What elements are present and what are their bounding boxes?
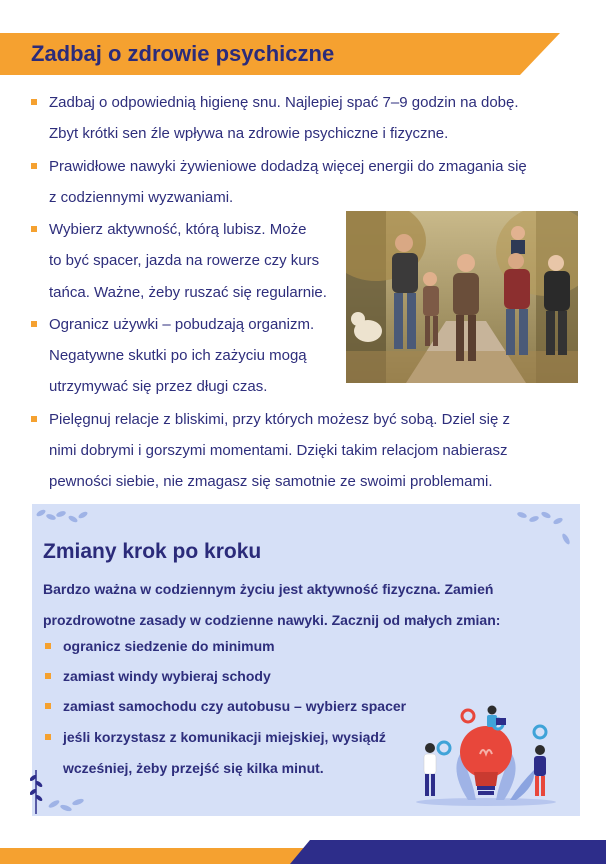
tip-3-line-2: to być spacer, jazda na rowerze czy kurs: [49, 252, 320, 269]
tip-1-line-1: Zadbaj o odpowiednią higienę snu. Najlepiej spać 7–9 godzin na dobę.: [49, 94, 519, 111]
leaf-decoration-icon: [512, 505, 578, 555]
tip-2-line-1: Prawidłowe nawyki żywieniowe dodadzą więcej energii do zmagania się: [49, 158, 527, 175]
leaf-decoration-icon: [33, 505, 93, 535]
box-item-2: zamiast windy wybieraj schody: [63, 668, 271, 684]
bullet-marker: [31, 321, 37, 327]
bullet-marker: [45, 643, 51, 649]
bullet-marker: [45, 673, 51, 679]
tip-4-line-2: Negatywne skutki po ich zażyciu mogą: [49, 347, 307, 364]
tip-3-line-3: tańca. Ważne, żeby ruszać się regularnie.: [49, 284, 327, 301]
bullet-marker: [31, 163, 37, 169]
box-intro-line-2: prozdrowotne zasady w codzienne nawyki. Zacznij od małych zmian:: [43, 612, 501, 628]
tip-5-line-1: Pielęgnuj relacje z bliskimi, przy których możesz być sobą. Dziel się z: [49, 411, 510, 428]
box-item-4-line-1: jeśli korzystasz z komunikacji miejskiej, wysiądź: [63, 729, 386, 745]
tip-1-line-2: Zbyt krótki sen źle wpływa na zdrowie psychiczne i fizyczne.: [49, 125, 449, 142]
tip-5-line-3: pewności siebie, nie zmagasz się samotnie ze swoimi problemami.: [49, 473, 493, 490]
tip-4-line-3: utrzymywać się przez długi czas.: [49, 378, 268, 395]
bullet-marker: [31, 416, 37, 422]
family-walk-photo: [346, 211, 578, 383]
bullet-marker: [45, 734, 51, 740]
tip-3-line-1: Wybierz aktywność, którą lubisz. Może: [49, 221, 307, 238]
tip-2-line-2: z codziennymi wyzwaniami.: [49, 189, 234, 206]
box-item-4-line-2: wcześniej, żeby przejść się kilka minut.: [63, 760, 324, 776]
box-item-3: zamiast samochodu czy autobusu – wybierz spacer: [63, 698, 407, 714]
bullet-marker: [31, 99, 37, 105]
box-item-1: ogranicz siedzenie do minimum: [63, 638, 275, 654]
box-intro-line-1: Bardzo ważna w codziennym życiu jest aktywność fizyczna. Zamień: [43, 581, 494, 597]
lightbulb-teamwork-illustration: [410, 702, 562, 806]
tip-5-line-2: nimi dobrymi i gorszymi momentami. Dzięki takim relacjom nabierasz: [49, 442, 508, 459]
box-title: Zmiany krok po kroku: [43, 540, 262, 563]
tip-4-line-1: Ogranicz używki – pobudzają organizm.: [49, 316, 315, 333]
bullet-marker: [45, 703, 51, 709]
footer-stripe: [0, 840, 606, 864]
page-title: Zadbaj o zdrowie psychiczne: [31, 41, 335, 66]
bullet-marker: [31, 226, 37, 232]
